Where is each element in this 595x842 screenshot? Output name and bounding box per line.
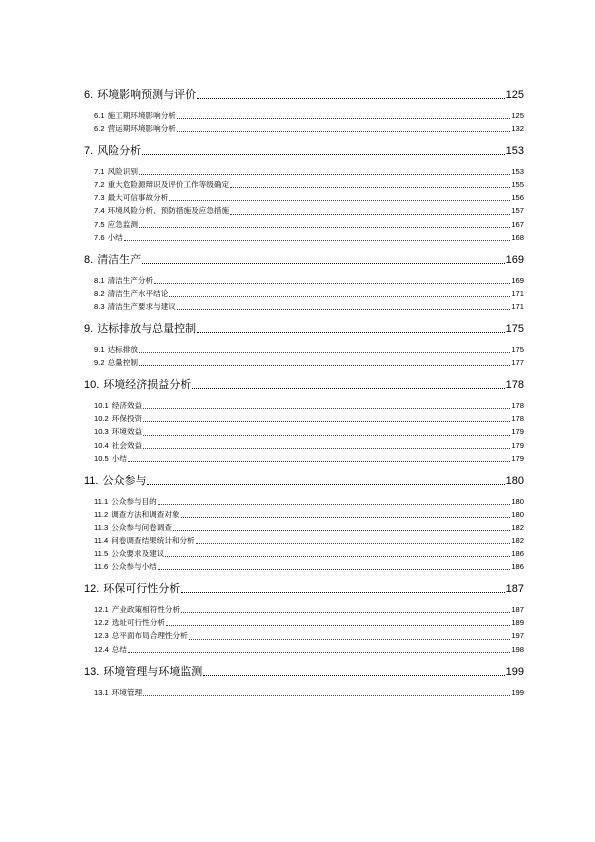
toc-subentry[interactable]: [84, 343, 524, 356]
page-number: 182: [511, 535, 524, 545]
toc-chapter-entry[interactable]: [84, 144, 524, 158]
dot-leader: [197, 331, 504, 333]
subsection-title: 风险识别: [107, 167, 138, 177]
dot-leader: [203, 674, 504, 676]
subsection-title: 环境风险分析、预防措施及应急措施: [107, 206, 230, 216]
page-number: 197: [511, 631, 524, 641]
dot-leader: [196, 542, 511, 544]
dot-leader: [169, 295, 510, 297]
dot-leader: [147, 483, 504, 485]
dot-leader: [139, 364, 510, 366]
subsection-title: 小结: [107, 232, 123, 242]
toc-subentry[interactable]: [84, 560, 524, 573]
toc-subentry[interactable]: [84, 686, 524, 699]
page-number: 180: [505, 474, 524, 487]
subsection-number: 12.2: [94, 618, 109, 628]
page-number: 156: [511, 193, 524, 203]
toc-subentry[interactable]: [84, 521, 524, 534]
page-number: 153: [511, 167, 524, 177]
toc-chapter-entry[interactable]: [84, 474, 524, 488]
page-number: 187: [511, 605, 524, 615]
toc-subentry[interactable]: [84, 356, 524, 369]
page-number: 171: [511, 301, 524, 311]
chapter-number: 10.: [84, 379, 100, 392]
toc-section: [84, 144, 524, 244]
page-number: 179: [511, 440, 524, 450]
toc-chapter-entry[interactable]: [84, 378, 524, 392]
subsection-number: 8.3: [94, 301, 105, 311]
subsection-number: 7.4: [94, 206, 105, 216]
chapter-title: 环保可行性分析: [103, 583, 181, 596]
page-number: 178: [511, 401, 524, 411]
toc-subentry[interactable]: [84, 439, 524, 452]
dot-leader: [177, 130, 510, 132]
chapter-number: 8.: [84, 253, 94, 266]
chapter-title: 环境经济损益分析: [103, 379, 192, 392]
dot-leader: [173, 529, 510, 531]
dot-leader: [139, 173, 510, 175]
toc-subentry[interactable]: [84, 178, 524, 191]
toc-chapter-entry[interactable]: [84, 253, 524, 267]
page-number: 178: [511, 414, 524, 424]
toc-subentry[interactable]: [84, 287, 524, 300]
toc-section: [84, 322, 524, 369]
toc-section: [84, 88, 524, 135]
subsection-title: 营运期环境影响分析: [107, 124, 176, 134]
toc-subentry[interactable]: [84, 122, 524, 135]
toc-subentry[interactable]: [84, 165, 524, 178]
subsection-number: 13.1: [94, 687, 109, 697]
subsection-number: 12.1: [94, 605, 109, 615]
dot-leader: [177, 117, 510, 119]
subsection-title: 经济效益: [111, 401, 143, 411]
toc-subentry[interactable]: [84, 191, 524, 204]
chapter-number: 13.: [84, 665, 100, 678]
toc-section: [84, 378, 524, 464]
toc-section: [84, 474, 524, 574]
toc-chapter-entry[interactable]: [84, 665, 524, 679]
page-number: 182: [511, 522, 524, 532]
chapter-number: 12.: [84, 583, 100, 596]
dot-leader: [230, 213, 510, 215]
subsection-number: 7.3: [94, 193, 105, 203]
subsection-number: 12.4: [94, 644, 109, 654]
toc-section: [84, 582, 524, 655]
toc-chapter-entry[interactable]: [84, 582, 524, 596]
page-number: 125: [505, 89, 524, 101]
chapter-title: 清洁生产: [97, 253, 142, 266]
dot-leader: [181, 516, 511, 518]
subsection-number: 6.2: [94, 124, 105, 134]
subsection-number: 7.5: [94, 219, 105, 229]
page-number: 169: [505, 253, 524, 266]
subsection-title: 产业政策相符性分析: [111, 605, 181, 615]
page-number: 155: [511, 180, 524, 190]
toc-subentry[interactable]: [84, 643, 524, 656]
page-number: 186: [511, 549, 524, 559]
table-of-contents: [84, 80, 524, 699]
dot-leader: [165, 555, 510, 557]
chapter-number: 11.: [84, 474, 99, 487]
page-number: 168: [511, 232, 524, 242]
subsection-number: 7.2: [94, 180, 105, 190]
subsection-title: 公众参与目的: [111, 496, 157, 506]
toc-section: [84, 665, 524, 699]
subsection-title: 环境效益: [111, 427, 143, 437]
toc-subentry[interactable]: [84, 629, 524, 642]
subsection-title: 公众参与小结: [111, 562, 157, 572]
subsection-number: 11.6: [94, 562, 109, 572]
page-number: 180: [511, 509, 524, 519]
subsection-title: 清洁生产分析: [107, 275, 154, 285]
page-number: 153: [505, 145, 524, 158]
toc-subentry[interactable]: [84, 399, 524, 412]
subsection-title: 总量控制: [107, 358, 138, 368]
subsection-title: 小结: [111, 453, 127, 463]
dot-leader: [142, 262, 504, 264]
dot-leader: [154, 282, 510, 284]
subsection-title: 环境管理: [111, 687, 143, 697]
dot-leader: [181, 611, 510, 613]
dot-leader: [143, 434, 510, 436]
subsection-title: 重大危险源辩识及评价工作等级确定: [107, 180, 230, 190]
subsection-number: 10.4: [94, 440, 109, 450]
dot-leader: [128, 651, 510, 653]
dot-leader: [158, 503, 511, 505]
page-number: 175: [505, 323, 524, 336]
page-number: 189: [511, 618, 524, 628]
page-number: 175: [511, 345, 524, 355]
subsection-number: 7.1: [94, 167, 105, 177]
subsection-title: 公众参与问卷调查: [111, 522, 172, 532]
subsection-title: 施工期环境影响分析: [107, 111, 176, 120]
dot-leader: [158, 568, 511, 570]
dot-leader: [139, 351, 510, 353]
subsection-title: 环保投资: [111, 414, 143, 424]
subsection-number: 9.2: [94, 358, 105, 368]
subsection-title: 清洁生产水平结论: [107, 288, 169, 298]
chapter-title: 风险分析: [97, 145, 142, 158]
dot-leader: [139, 226, 510, 228]
toc-subentry[interactable]: [84, 547, 524, 560]
toc-subentry[interactable]: [84, 603, 524, 616]
toc-subentry[interactable]: [84, 274, 524, 287]
subsection-number: 8.2: [94, 288, 105, 298]
subsection-number: 10.2: [94, 414, 109, 424]
dot-leader: [143, 694, 510, 696]
dot-leader: [197, 97, 504, 99]
subsection-number: 6.1: [94, 111, 105, 120]
subsection-title: 应急监测: [107, 219, 138, 229]
page-number: 199: [511, 687, 524, 697]
subsection-title: 达标排放: [107, 345, 138, 355]
subsection-number: 9.1: [94, 345, 105, 355]
page-number: 169: [511, 275, 524, 285]
dot-leader: [169, 199, 510, 201]
dot-leader: [143, 420, 510, 422]
toc-subentry[interactable]: [84, 218, 524, 231]
toc-subentry[interactable]: [84, 452, 524, 465]
dot-leader: [181, 591, 504, 593]
page-number: 186: [511, 562, 524, 572]
subsection-title: 选址可行性分析: [111, 618, 165, 628]
subsection-title: 最大可信事故分析: [107, 193, 169, 203]
page-number: 132: [511, 124, 524, 134]
subsection-number: 10.5: [94, 453, 109, 463]
subsection-title: 总结: [111, 644, 127, 654]
chapter-number: 9.: [84, 323, 94, 336]
chapter-title: 环境影响预测与评价: [97, 89, 197, 101]
page-number: 199: [505, 665, 524, 678]
toc-subentry[interactable]: [84, 534, 524, 547]
page-number: 177: [511, 358, 524, 368]
subsection-title: 问卷调查结果统计和分析: [111, 535, 195, 545]
subsection-number: 11.4: [94, 535, 109, 545]
toc-subentry[interactable]: [84, 204, 524, 217]
subsection-number: 11.2: [94, 509, 109, 519]
toc-subentry[interactable]: [84, 495, 524, 508]
page-number: 178: [505, 379, 524, 392]
page-number: 179: [511, 453, 524, 463]
subsection-title: 清洁生产要求与建议: [107, 301, 176, 311]
page-number: 125: [511, 111, 524, 120]
dot-leader: [128, 460, 510, 462]
subsection-title: 社会效益: [111, 440, 143, 450]
subsection-title: 调查方法和调查对象: [111, 509, 180, 519]
dot-leader: [177, 308, 510, 310]
dot-leader: [230, 186, 510, 188]
toc-subentry[interactable]: [84, 508, 524, 521]
toc-subentry[interactable]: [84, 231, 524, 244]
subsection-number: 7.6: [94, 232, 105, 242]
chapter-title: 达标排放与总量控制: [97, 323, 197, 336]
dot-leader: [142, 153, 504, 155]
toc-subentry[interactable]: [84, 300, 524, 313]
chapter-title: 环境管理与环境监测: [103, 665, 203, 678]
page-number: 187: [505, 583, 524, 596]
toc-subentry[interactable]: [84, 616, 524, 629]
toc-subentry[interactable]: [84, 425, 524, 438]
subsection-number: 8.1: [94, 275, 105, 285]
page-number: 171: [511, 288, 524, 298]
toc-subentry[interactable]: [84, 412, 524, 425]
subsection-number: 10.1: [94, 401, 109, 411]
subsection-number: 11.3: [94, 522, 109, 532]
subsection-title: 总平面布局合理性分析: [111, 631, 188, 641]
subsection-title: 公众要求及建议: [111, 549, 165, 559]
chapter-number: 6.: [84, 89, 94, 101]
dot-leader: [124, 239, 511, 241]
dot-leader: [189, 638, 511, 640]
page-number: 179: [511, 427, 524, 437]
dot-leader: [166, 624, 510, 626]
subsection-number: 12.3: [94, 631, 109, 641]
toc-chapter-entry[interactable]: [84, 322, 524, 336]
chapter-title: 公众参与: [102, 474, 147, 487]
toc-section: [84, 253, 524, 313]
page-number: 157: [511, 206, 524, 216]
dot-leader: [192, 387, 504, 389]
page-number: 180: [511, 496, 524, 506]
subsection-number: 11.1: [94, 496, 109, 506]
page-number: 198: [511, 644, 524, 654]
dot-leader: [143, 447, 510, 449]
chapter-number: 7.: [84, 145, 94, 158]
toc-subentry[interactable]: [84, 109, 524, 122]
toc-chapter-entry[interactable]: [84, 88, 524, 102]
page-number: 167: [511, 219, 524, 229]
subsection-number: 10.3: [94, 427, 109, 437]
subsection-number: 11.5: [94, 549, 109, 559]
dot-leader: [143, 407, 510, 409]
